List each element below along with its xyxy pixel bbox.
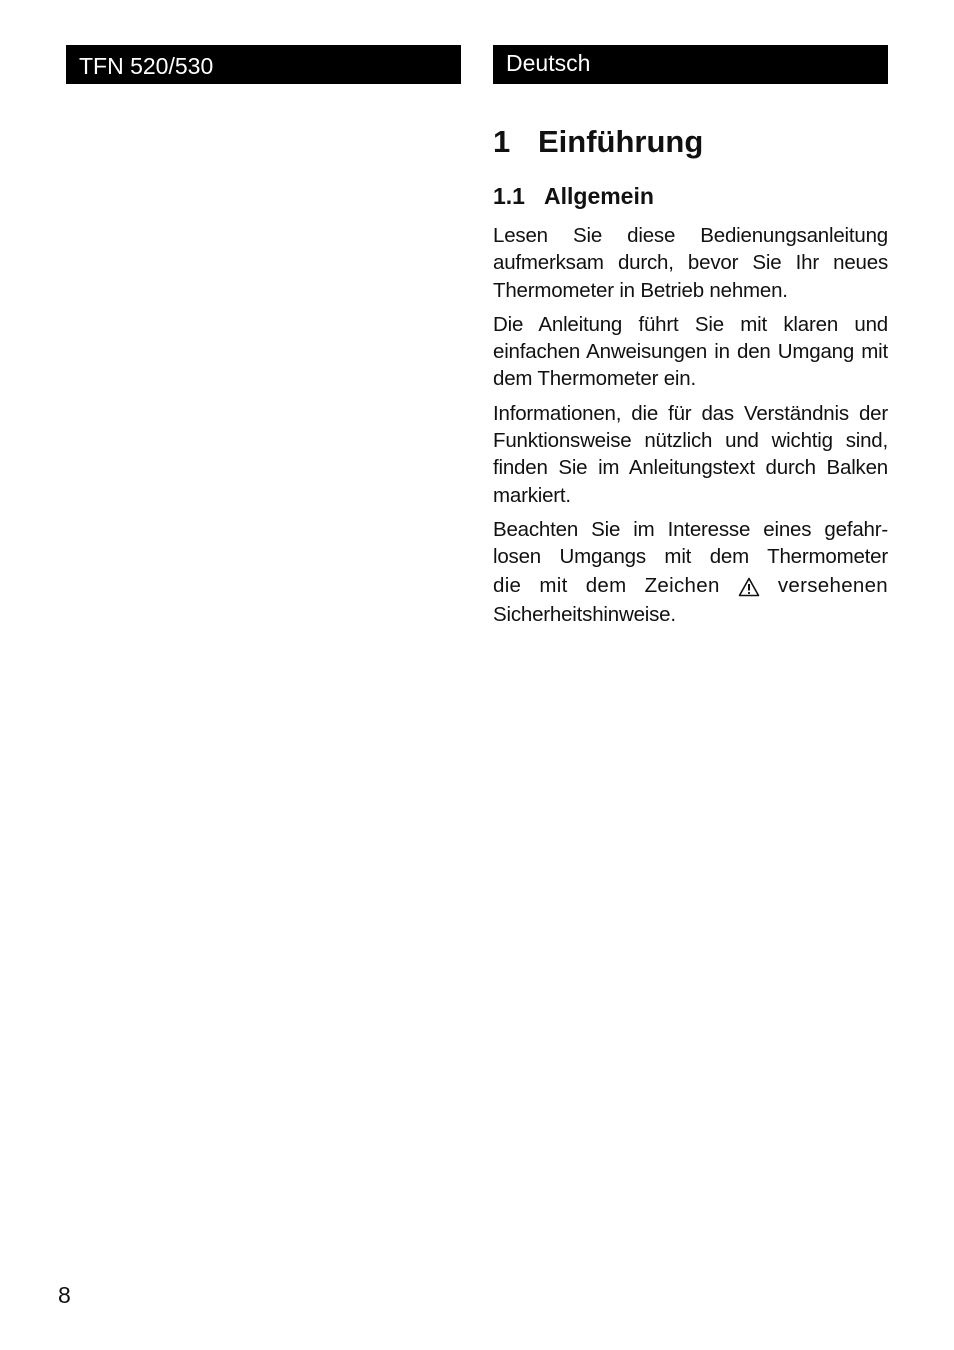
section-heading <box>493 120 888 164</box>
header-model-bar <box>66 45 461 84</box>
paragraph-info: Informationen, die für das Verständnis der Funktionsweise nützlich und wichtig sind, finden Sie im Anleitungstext durch Balken markiert. <box>493 401 888 507</box>
subsection-number: 1.1 <box>493 183 525 209</box>
section-number: 1 <box>493 124 511 159</box>
safety-word: die <box>493 573 522 597</box>
paragraph-guide: Die Anleitung führt Sie mit klaren und einfachen Anweisungen in den Umgang mit dem Thermometer ein. <box>493 312 888 391</box>
safety-word: dem <box>585 573 627 597</box>
subsection-title: Allgemein <box>544 183 654 209</box>
page-number: 8 <box>58 1282 71 1308</box>
safety-line-3 <box>493 571 888 601</box>
main-content <box>493 120 888 628</box>
safety-line-2: losen Umgangs mit dem Thermometer <box>493 545 888 569</box>
warning-triangle-icon <box>738 576 760 596</box>
safety-word: Zeichen <box>644 573 720 597</box>
header-model-text: TFN 520/530 <box>79 53 214 79</box>
paragraph-safety <box>493 516 888 628</box>
section-title: Einführung <box>538 124 704 159</box>
header-language-text: Deutsch <box>506 50 591 76</box>
paragraph-intro: Lesen Sie diese Bedienungsanleitung aufmerksam durch, bevor Sie Ihr neues Thermometer in Betrieb nehmen. <box>493 224 888 302</box>
safety-word: versehenen <box>777 573 888 597</box>
safety-line-4: Sicherheitshinweise. <box>493 602 676 626</box>
subsection-heading <box>493 179 888 213</box>
header-language-bar <box>493 45 888 84</box>
safety-line-1: Beachten Sie im Interesse eines gefahr- <box>493 517 888 541</box>
safety-word: mit <box>539 573 568 597</box>
